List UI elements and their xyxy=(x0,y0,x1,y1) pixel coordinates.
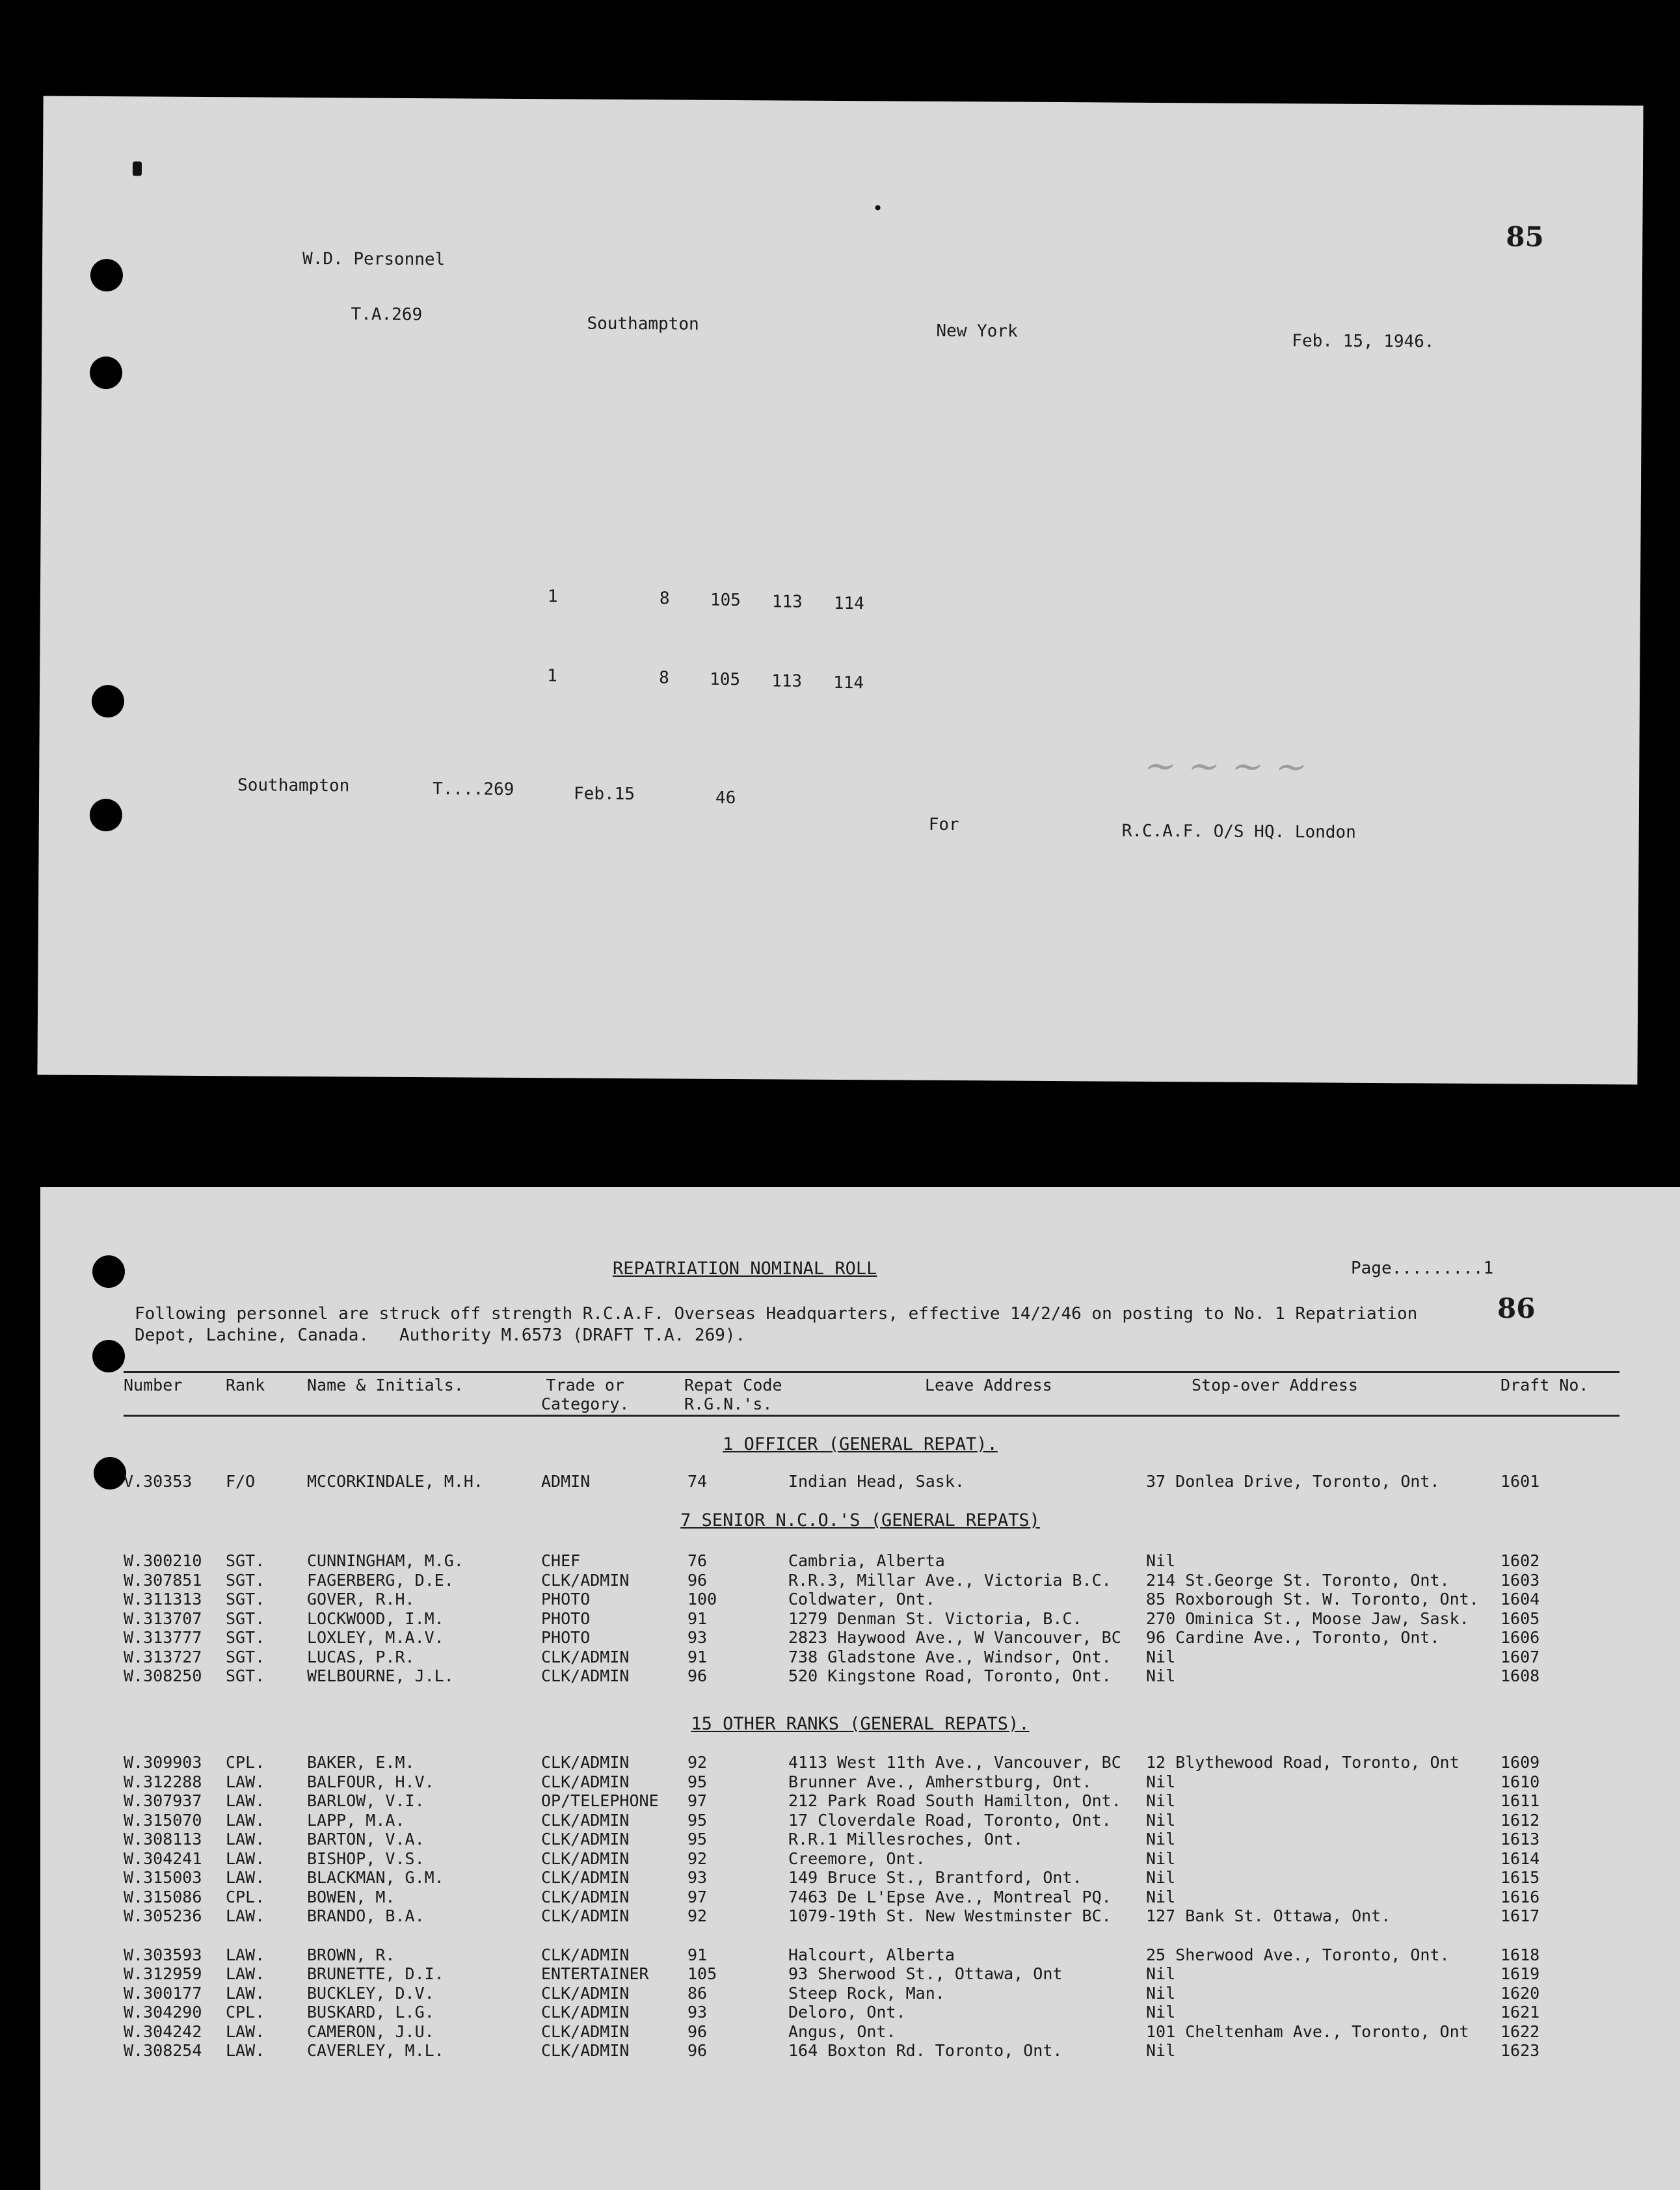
cell-number: W.312288 xyxy=(124,1772,202,1791)
cell-name: BUCKLEY, D.V. xyxy=(307,1983,434,2003)
cell-trade: CLK/ADMIN xyxy=(541,1945,630,1964)
cell-number: W.307851 xyxy=(124,1570,202,1590)
cell-trade: CLK/ADMIN xyxy=(541,1868,630,1887)
cell-draft: 1622 xyxy=(1500,2022,1540,2041)
cell-code: 96 xyxy=(687,2022,708,2041)
cell-stop: 12 Blythewood Road, Toronto, Ont xyxy=(1146,1753,1460,1772)
cell-leave: 1279 Denman St. Victoria, B.C. xyxy=(788,1609,1082,1628)
cell-number: W.313777 xyxy=(124,1628,202,1647)
cell-leave: Steep Rock, Man. xyxy=(788,1983,945,2003)
cell-name: CAMERON, J.U. xyxy=(307,2022,434,2041)
cell-code: 105 xyxy=(687,1964,717,1983)
cell-number: W.315003 xyxy=(124,1868,202,1887)
cell-draft: 1623 xyxy=(1500,2041,1540,2060)
cell-trade: CLK/ADMIN xyxy=(541,1772,630,1791)
cell-code: 92 xyxy=(687,1849,708,1868)
cell-stop: Nil xyxy=(1146,1551,1176,1570)
cell-trade: ADMIN xyxy=(541,1472,591,1491)
table-row xyxy=(40,1984,1680,2003)
code-cell: 8 xyxy=(659,668,669,688)
cell-stop: Nil xyxy=(1146,2003,1176,2022)
cell-name: BLACKMAN, G.M. xyxy=(307,1868,444,1887)
cell-draft: 1601 xyxy=(1500,1472,1540,1491)
table-row xyxy=(40,2022,1680,2042)
cell-number: W.304242 xyxy=(124,2022,202,2041)
cell-rank: LAW. xyxy=(226,1849,265,1868)
cell-code: 97 xyxy=(687,1887,708,1906)
header-stop: Stop-over Address xyxy=(1192,1376,1358,1395)
cell-draft: 1620 xyxy=(1500,1983,1540,2003)
cell-number: W.300210 xyxy=(124,1551,202,1570)
cell-trade: CLK/ADMIN xyxy=(541,1849,630,1868)
cell-trade: PHOTO xyxy=(541,1609,591,1628)
cell-stop: Nil xyxy=(1146,1830,1176,1849)
cell-code: 91 xyxy=(687,1945,708,1964)
section-officers: 1 OFFICER (GENERAL REPAT). xyxy=(723,1434,998,1454)
table-row xyxy=(40,1628,1680,1648)
intro-line-1: Following personnel are struck off strength R.C.A.F. Overseas Headquarters, effective 14/2/46 on posting to No. 1 Repatriation xyxy=(135,1304,1418,1324)
cell-name: LAPP, M.A. xyxy=(307,1810,405,1830)
cell-number: W.307937 xyxy=(124,1791,202,1810)
cell-leave: Deloro, Ont. xyxy=(788,2003,906,2022)
header-code: Repat Code R.G.N.'s. xyxy=(684,1376,782,1413)
page-number: 86 xyxy=(1497,1292,1536,1324)
cell-stop: 101 Cheltenham Ave., Toronto, Ont xyxy=(1146,2022,1469,2041)
cell-rank: F/O xyxy=(226,1472,256,1491)
cell-draft: 1613 xyxy=(1500,1830,1540,1849)
cell-trade: CLK/ADMIN xyxy=(541,1810,630,1830)
table-row xyxy=(40,1888,1680,1907)
header-rank: Rank xyxy=(226,1376,265,1395)
cell-leave: Angus, Ont. xyxy=(788,2022,896,2041)
cell-stop: 214 St.George St. Toronto, Ont. xyxy=(1146,1570,1450,1590)
cell-number: W.308254 xyxy=(124,2041,202,2060)
cell-rank: LAW. xyxy=(226,1964,265,1983)
cell-trade: CLK/ADMIN xyxy=(541,2041,630,2060)
cell-leave: 738 Gladstone Ave., Windsor, Ont. xyxy=(788,1647,1112,1666)
cell-rank: SGT. xyxy=(226,1590,265,1609)
table-row xyxy=(40,1472,1680,1491)
cell-trade: CLK/ADMIN xyxy=(541,1753,630,1772)
cell-code: 93 xyxy=(687,2003,708,2022)
header-rule-bottom xyxy=(124,1415,1620,1417)
header-draft: Draft No. xyxy=(1500,1376,1589,1395)
cell-rank: SGT. xyxy=(226,1628,265,1647)
footer-ta: T....269 xyxy=(433,779,514,799)
cell-stop: Nil xyxy=(1146,1666,1176,1685)
cell-number: W.308113 xyxy=(124,1830,202,1849)
cell-draft: 1611 xyxy=(1500,1791,1540,1810)
cell-stop: Nil xyxy=(1146,1647,1176,1666)
cell-stop: Nil xyxy=(1146,1868,1176,1887)
cell-draft: 1617 xyxy=(1500,1906,1540,1925)
cell-stop: 127 Bank St. Ottawa, Ont. xyxy=(1146,1906,1391,1925)
cell-number: W.305236 xyxy=(124,1906,202,1925)
cell-rank: SGT. xyxy=(226,1666,265,1685)
table-row xyxy=(40,1868,1680,1888)
punch-hole xyxy=(92,1255,125,1288)
ink-mark xyxy=(875,205,881,210)
cell-leave: 164 Boxton Rd. Toronto, Ont. xyxy=(788,2041,1063,2060)
cell-name: BOWEN, M. xyxy=(307,1887,395,1906)
cell-draft: 1610 xyxy=(1500,1772,1540,1791)
cell-number: W.304290 xyxy=(124,2003,202,2022)
cell-stop: Nil xyxy=(1146,2041,1176,2060)
cell-code: 92 xyxy=(687,1753,708,1772)
cell-number: W.313707 xyxy=(124,1609,202,1628)
date: Feb. 15, 1946. xyxy=(1292,331,1435,352)
cell-leave: 520 Kingstone Road, Toronto, Ont. xyxy=(788,1666,1112,1685)
signature: ~ ~ ~ ~ xyxy=(1140,743,1313,789)
telegram-form xyxy=(37,96,1643,1085)
cell-name: GOVER, R.H. xyxy=(307,1590,415,1609)
cell-draft: 1615 xyxy=(1500,1868,1540,1887)
cell-number: W.304241 xyxy=(124,1849,202,1868)
cell-draft: 1616 xyxy=(1500,1887,1540,1906)
cell-trade: PHOTO xyxy=(541,1590,591,1609)
table-row xyxy=(40,1830,1680,1849)
ink-mark xyxy=(133,161,142,176)
cell-number: W.315086 xyxy=(124,1887,202,1906)
cell-draft: 1621 xyxy=(1500,2003,1540,2022)
cell-number: W.300177 xyxy=(124,1983,202,2003)
cell-code: 97 xyxy=(687,1791,708,1810)
cell-trade: CLK/ADMIN xyxy=(541,2022,630,2041)
cell-rank: LAW. xyxy=(226,1791,265,1810)
cell-trade: CLK/ADMIN xyxy=(541,1983,630,2003)
cell-name: WELBOURNE, J.L. xyxy=(307,1666,454,1685)
cell-trade: PHOTO xyxy=(541,1628,591,1647)
cell-rank: LAW. xyxy=(226,1830,265,1849)
footer-place: Southampton xyxy=(237,775,350,796)
header-name: Name & Initials. xyxy=(307,1376,464,1395)
cell-draft: 1607 xyxy=(1500,1647,1540,1666)
cell-name: LOXLEY, M.A.V. xyxy=(307,1628,444,1647)
table-row xyxy=(40,1666,1680,1686)
cell-stop: 270 Ominica St., Moose Jaw, Sask. xyxy=(1146,1609,1469,1628)
cell-draft: 1612 xyxy=(1500,1810,1540,1830)
cell-code: 74 xyxy=(687,1472,708,1491)
cell-draft: 1608 xyxy=(1500,1666,1540,1685)
cell-leave: Creemore, Ont. xyxy=(788,1849,926,1868)
cell-trade: CHEF xyxy=(541,1551,581,1570)
cell-number: W.315070 xyxy=(124,1810,202,1830)
table-row xyxy=(40,1609,1680,1629)
intro-line-2: Depot, Lachine, Canada. Authority M.6573 (DRAFT T.A. 269). xyxy=(135,1326,746,1345)
cell-stop: Nil xyxy=(1146,1983,1176,2003)
origin: Southampton xyxy=(587,314,699,334)
table-row xyxy=(40,1753,1680,1772)
cell-leave: Coldwater, Ont. xyxy=(788,1590,935,1609)
punch-hole xyxy=(92,1340,125,1372)
cell-code: 95 xyxy=(687,1830,708,1849)
cell-stop: 85 Roxborough St. W. Toronto, Ont. xyxy=(1146,1590,1479,1609)
cell-draft: 1604 xyxy=(1500,1590,1540,1609)
cell-rank: LAW. xyxy=(226,1945,265,1964)
cell-draft: 1618 xyxy=(1500,1945,1540,1964)
cell-stop: Nil xyxy=(1146,1772,1176,1791)
cell-name: FAGERBERG, D.E. xyxy=(307,1570,454,1590)
punch-hole xyxy=(90,799,122,831)
cell-name: BARTON, V.A. xyxy=(307,1830,425,1849)
roll-title: REPATRIATION NOMINAL ROLL xyxy=(613,1259,877,1279)
punch-hole xyxy=(92,685,124,717)
code-cell: 8 xyxy=(659,589,670,609)
cell-rank: SGT. xyxy=(226,1647,265,1666)
cell-name: MCCORKINDALE, M.H. xyxy=(307,1472,483,1491)
code-cell: 105 xyxy=(710,669,741,690)
for-label: For xyxy=(928,814,959,835)
cell-leave: R.R.3, Millar Ave., Victoria B.C. xyxy=(788,1570,1112,1590)
table-row xyxy=(40,1791,1680,1811)
cell-trade: CLK/ADMIN xyxy=(541,1906,630,1925)
cell-code: 92 xyxy=(687,1906,708,1925)
cell-number: W.308250 xyxy=(124,1666,202,1685)
table-row xyxy=(40,1590,1680,1609)
cell-name: LOCKWOOD, I.M. xyxy=(307,1609,444,1628)
cell-code: 91 xyxy=(687,1647,708,1666)
footer-year: 46 xyxy=(715,788,736,808)
cell-rank: LAW. xyxy=(226,2022,265,2041)
cell-code: 91 xyxy=(687,1609,708,1628)
cell-stop: Nil xyxy=(1146,1791,1176,1810)
cell-leave: R.R.1 Millesroches, Ont. xyxy=(788,1830,1024,1849)
cell-number: W.303593 xyxy=(124,1945,202,1964)
cell-rank: SGT. xyxy=(226,1551,265,1570)
cell-code: 95 xyxy=(687,1772,708,1791)
cell-rank: LAW. xyxy=(226,1868,265,1887)
cell-rank: SGT. xyxy=(226,1570,265,1590)
header-rule-top xyxy=(124,1371,1620,1373)
cell-rank: LAW. xyxy=(226,1772,265,1791)
cell-leave: Indian Head, Sask. xyxy=(788,1472,965,1491)
table-row xyxy=(40,1849,1680,1869)
cell-draft: 1603 xyxy=(1500,1570,1540,1590)
code-cell: 113 xyxy=(771,671,803,691)
cell-draft: 1614 xyxy=(1500,1849,1540,1868)
cell-trade: OP/TELEPHONE xyxy=(541,1791,659,1810)
cell-stop: 96 Cardine Ave., Toronto, Ont. xyxy=(1146,1628,1440,1647)
cell-trade: CLK/ADMIN xyxy=(541,1647,630,1666)
code-cell: 105 xyxy=(710,590,741,611)
cell-name: BUSKARD, L.G. xyxy=(307,2003,434,2022)
cell-code: 76 xyxy=(687,1551,708,1570)
code-cell: 113 xyxy=(771,592,803,612)
cell-number: W.312959 xyxy=(124,1964,202,1983)
cell-number: W.311313 xyxy=(124,1590,202,1609)
cell-name: BRANDO, B.A. xyxy=(307,1906,425,1925)
cell-leave: Halcourt, Alberta xyxy=(788,1945,955,1964)
punch-hole xyxy=(90,356,122,389)
cell-name: BISHOP, V.S. xyxy=(307,1849,425,1868)
cell-trade: CLK/ADMIN xyxy=(541,1570,630,1590)
addressee: W.D. Personnel xyxy=(302,248,446,270)
table-row xyxy=(40,1571,1680,1590)
cell-code: 96 xyxy=(687,2041,708,2060)
cell-stop: Nil xyxy=(1146,1964,1176,1983)
cell-rank: LAW. xyxy=(226,1983,265,2003)
cell-leave: Cambria, Alberta xyxy=(788,1551,945,1570)
cell-leave: 17 Cloverdale Road, Toronto, Ont. xyxy=(788,1810,1112,1830)
cell-trade: ENTERTAINER xyxy=(541,1964,649,1983)
section-senior-ncos: 7 SENIOR N.C.O.'S (GENERAL REPATS) xyxy=(680,1510,1040,1530)
cell-trade: CLK/ADMIN xyxy=(541,1666,630,1685)
cell-trade: CLK/ADMIN xyxy=(541,2003,630,2022)
punch-hole xyxy=(90,259,123,291)
cell-trade: CLK/ADMIN xyxy=(541,1887,630,1906)
cell-name: BROWN, R. xyxy=(307,1945,395,1964)
header-trade: Trade or Category. xyxy=(541,1376,630,1413)
cell-rank: LAW. xyxy=(226,1906,265,1925)
page-number: 85 xyxy=(1506,220,1544,253)
cell-number: W.313727 xyxy=(124,1647,202,1666)
cell-rank: LAW. xyxy=(226,1810,265,1830)
table-row xyxy=(40,2041,1680,2061)
cell-name: LUCAS, P.R. xyxy=(307,1647,415,1666)
code-cell: 1 xyxy=(547,666,557,686)
cell-name: CUNNINGHAM, M.G. xyxy=(307,1551,464,1570)
cell-trade: CLK/ADMIN xyxy=(541,1830,630,1849)
cell-code: 95 xyxy=(687,1810,708,1830)
table-row xyxy=(40,1964,1680,1984)
table-row xyxy=(40,2003,1680,2022)
table-row xyxy=(40,1945,1680,1965)
cell-stop: Nil xyxy=(1146,1849,1176,1868)
header-number: Number xyxy=(124,1376,183,1395)
cell-stop: Nil xyxy=(1146,1887,1176,1906)
cell-stop: 25 Sherwood Ave., Toronto, Ont. xyxy=(1146,1945,1450,1964)
cell-leave: 7463 De L'Epse Ave., Montreal PQ. xyxy=(788,1887,1112,1906)
cell-code: 86 xyxy=(687,1983,708,2003)
section-other-ranks: 15 OTHER RANKS (GENERAL REPATS). xyxy=(691,1714,1030,1734)
cell-name: BAKER, E.M. xyxy=(307,1753,415,1772)
ta-number: T.A.269 xyxy=(351,304,423,325)
header-leave: Leave Address xyxy=(925,1376,1052,1395)
page-label: Page.........1 xyxy=(1351,1259,1494,1278)
cell-name: CAVERLEY, M.L. xyxy=(307,2041,444,2060)
cell-name: BARLOW, V.I. xyxy=(307,1791,425,1810)
code-cell: 1 xyxy=(547,587,558,607)
cell-number: W.309903 xyxy=(124,1753,202,1772)
cell-rank: LAW. xyxy=(226,2041,265,2060)
cell-draft: 1606 xyxy=(1500,1628,1540,1647)
cell-code: 93 xyxy=(687,1868,708,1887)
cell-rank: CPL. xyxy=(226,1887,265,1906)
table-row xyxy=(40,1906,1680,1926)
destination: New York xyxy=(936,321,1018,341)
cell-leave: Brunner Ave., Amherstburg, Ont. xyxy=(788,1772,1092,1791)
cell-stop: 37 Donlea Drive, Toronto, Ont. xyxy=(1146,1472,1440,1491)
cell-code: 96 xyxy=(687,1666,708,1685)
cell-rank: CPL. xyxy=(226,2003,265,2022)
cell-code: 100 xyxy=(687,1590,717,1609)
cell-leave: 2823 Haywood Ave., W Vancouver, BC xyxy=(788,1628,1121,1647)
code-cell: 114 xyxy=(833,673,864,693)
code-cell: 114 xyxy=(833,593,864,614)
table-row xyxy=(40,1772,1680,1792)
cell-code: 93 xyxy=(687,1628,708,1647)
cell-leave: 1079-19th St. New Westminster BC. xyxy=(788,1906,1112,1925)
cell-rank: CPL. xyxy=(226,1753,265,1772)
cell-stop: Nil xyxy=(1146,1810,1176,1830)
cell-number: V.30353 xyxy=(124,1472,193,1491)
headquarters: R.C.A.F. O/S HQ. London xyxy=(1121,821,1356,842)
nominal-roll-sheet xyxy=(40,1187,1680,2190)
cell-rank: SGT. xyxy=(226,1609,265,1628)
cell-leave: 212 Park Road South Hamilton, Ont. xyxy=(788,1791,1121,1810)
cell-draft: 1602 xyxy=(1500,1551,1540,1570)
cell-code: 96 xyxy=(687,1570,708,1590)
cell-leave: 93 Sherwood St., Ottawa, Ont xyxy=(788,1964,1063,1983)
footer-date: Feb.15 xyxy=(573,784,635,805)
cell-draft: 1609 xyxy=(1500,1753,1540,1772)
cell-draft: 1619 xyxy=(1500,1964,1540,1983)
cell-name: BRUNETTE, D.I. xyxy=(307,1964,444,1983)
table-row xyxy=(40,1811,1680,1830)
table-row xyxy=(40,1648,1680,1667)
cell-leave: 4113 West 11th Ave., Vancouver, BC xyxy=(788,1753,1121,1772)
cell-leave: 149 Bruce St., Brantford, Ont. xyxy=(788,1868,1082,1887)
cell-draft: 1605 xyxy=(1500,1609,1540,1628)
cell-name: BALFOUR, H.V. xyxy=(307,1772,434,1791)
table-row xyxy=(40,1551,1680,1571)
